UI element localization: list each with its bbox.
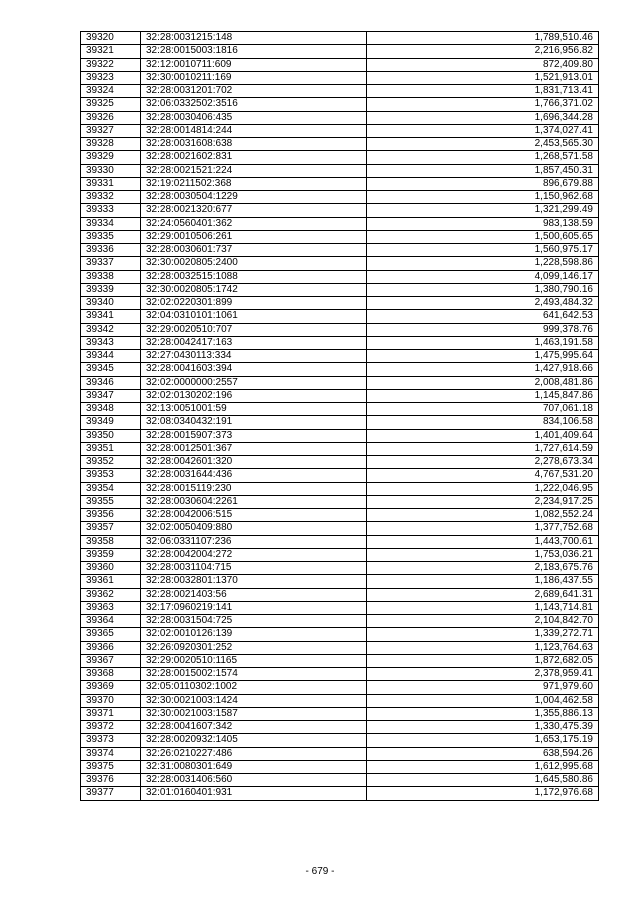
cadastral-number-cell: 32:04:0310101:1061 (141, 310, 367, 323)
value-cell: 1,727,614.59 (367, 442, 599, 455)
cadastral-number-cell: 32:24:0560401:362 (141, 217, 367, 230)
row-number-cell: 39362 (81, 588, 141, 601)
cadastral-number-cell: 32:05:0110302:1002 (141, 681, 367, 694)
row-number-cell: 39320 (81, 32, 141, 45)
value-cell: 1,612,995.68 (367, 760, 599, 773)
row-number-cell: 39364 (81, 615, 141, 628)
table-row (81, 760, 599, 773)
value-cell: 971,979.60 (367, 681, 599, 694)
row-number-cell: 39373 (81, 734, 141, 747)
table-row (81, 257, 599, 270)
row-number-cell: 39345 (81, 363, 141, 376)
value-cell: 1,321,299.49 (367, 204, 599, 217)
value-cell: 983,138.59 (367, 217, 599, 230)
cadastral-number-cell: 32:19:0211502:368 (141, 177, 367, 190)
value-cell: 1,653,175.19 (367, 734, 599, 747)
value-cell: 1,857,450.31 (367, 164, 599, 177)
table-row (81, 164, 599, 177)
value-cell: 2,493,484.32 (367, 297, 599, 310)
row-number-cell: 39344 (81, 350, 141, 363)
table-row (81, 177, 599, 190)
row-number-cell: 39354 (81, 482, 141, 495)
table-row (81, 389, 599, 402)
cadastral-number-cell: 32:30:0021003:1587 (141, 707, 367, 720)
cadastral-number-cell: 32:02:0050409:880 (141, 522, 367, 535)
value-cell: 2,689,641.31 (367, 588, 599, 601)
cadastral-number-cell: 32:28:0031608:638 (141, 138, 367, 151)
cadastral-number-cell: 32:02:0130202:196 (141, 389, 367, 402)
row-number-cell: 39365 (81, 628, 141, 641)
cadastral-number-cell: 32:28:0031644:436 (141, 469, 367, 482)
cadastral-number-cell: 32:30:0020805:1742 (141, 283, 367, 296)
row-number-cell: 39351 (81, 442, 141, 455)
table-row (81, 323, 599, 336)
value-cell: 872,409.80 (367, 58, 599, 71)
row-number-cell: 39339 (81, 283, 141, 296)
table-row (81, 416, 599, 429)
cadastral-number-cell: 32:30:0010211:169 (141, 71, 367, 84)
table-row (81, 204, 599, 217)
value-cell: 707,061.18 (367, 403, 599, 416)
table-row (81, 124, 599, 137)
cadastral-number-cell: 32:28:0030504:1229 (141, 191, 367, 204)
table-row (81, 469, 599, 482)
cadastral-number-cell: 32:01:0160401:931 (141, 787, 367, 800)
cadastral-number-cell: 32:30:0020805:2400 (141, 257, 367, 270)
table-row (81, 45, 599, 58)
table-row (81, 310, 599, 323)
value-cell: 1,560,975.17 (367, 244, 599, 257)
row-number-cell: 39340 (81, 297, 141, 310)
value-cell: 1,831,713.41 (367, 85, 599, 98)
row-number-cell: 39336 (81, 244, 141, 257)
row-number-cell: 39348 (81, 403, 141, 416)
table-row (81, 654, 599, 667)
value-cell: 834,106.58 (367, 416, 599, 429)
table-row (81, 363, 599, 376)
row-number-cell: 39325 (81, 98, 141, 111)
table-row (81, 71, 599, 84)
row-number-cell: 39346 (81, 376, 141, 389)
table-row (81, 548, 599, 561)
row-number-cell: 39334 (81, 217, 141, 230)
row-number-cell: 39331 (81, 177, 141, 190)
value-cell: 2,008,481.86 (367, 376, 599, 389)
value-cell: 2,183,675.76 (367, 562, 599, 575)
table-row (81, 787, 599, 800)
row-number-cell: 39367 (81, 654, 141, 667)
row-number-cell: 39353 (81, 469, 141, 482)
table-row (81, 32, 599, 45)
row-number-cell: 39350 (81, 429, 141, 442)
row-number-cell: 39349 (81, 416, 141, 429)
cadastral-number-cell: 32:08:0340432:191 (141, 416, 367, 429)
table-row (81, 535, 599, 548)
value-cell: 2,234,917.25 (367, 495, 599, 508)
value-cell: 896,679.88 (367, 177, 599, 190)
row-number-cell: 39321 (81, 45, 141, 58)
row-number-cell: 39355 (81, 495, 141, 508)
row-number-cell: 39324 (81, 85, 141, 98)
cadastral-number-cell: 32:28:0042006:515 (141, 509, 367, 522)
value-cell: 1,150,962.68 (367, 191, 599, 204)
value-cell: 1,186,437.55 (367, 575, 599, 588)
value-cell: 1,380,790.16 (367, 283, 599, 296)
page-number: - 679 - (305, 866, 335, 877)
row-number-cell: 39329 (81, 151, 141, 164)
value-cell: 1,374,027.41 (367, 124, 599, 137)
value-cell: 1,355,886.13 (367, 707, 599, 720)
cadastral-number-cell: 32:28:0021320:677 (141, 204, 367, 217)
row-number-cell: 39332 (81, 191, 141, 204)
value-cell: 2,216,956.82 (367, 45, 599, 58)
row-number-cell: 39323 (81, 71, 141, 84)
table-row (81, 217, 599, 230)
cadastral-number-cell: 32:26:0210227:486 (141, 747, 367, 760)
row-number-cell: 39368 (81, 668, 141, 681)
row-number-cell: 39343 (81, 336, 141, 349)
row-number-cell: 39357 (81, 522, 141, 535)
row-number-cell: 39342 (81, 323, 141, 336)
table-row (81, 747, 599, 760)
cadastral-number-cell: 32:28:0031201:702 (141, 85, 367, 98)
row-number-cell: 39360 (81, 562, 141, 575)
value-cell: 1,339,272.71 (367, 628, 599, 641)
cadastral-number-cell: 32:29:0010506:261 (141, 230, 367, 243)
value-cell: 4,099,146.17 (367, 270, 599, 283)
value-cell: 1,172,976.68 (367, 787, 599, 800)
cadastral-number-cell: 32:28:0021521:224 (141, 164, 367, 177)
table-row (81, 138, 599, 151)
table-row (81, 694, 599, 707)
cadastral-number-cell: 32:28:0031215:148 (141, 32, 367, 45)
value-cell: 1,500,605.65 (367, 230, 599, 243)
row-number-cell: 39356 (81, 509, 141, 522)
table-row (81, 707, 599, 720)
cadastral-number-cell: 32:30:0021003:1424 (141, 694, 367, 707)
row-number-cell: 39371 (81, 707, 141, 720)
table-row (81, 615, 599, 628)
cadastral-number-cell: 32:28:0021602:831 (141, 151, 367, 164)
row-number-cell: 39370 (81, 694, 141, 707)
value-cell: 1,082,552.24 (367, 509, 599, 522)
table-row (81, 601, 599, 614)
row-number-cell: 39327 (81, 124, 141, 137)
row-number-cell: 39374 (81, 747, 141, 760)
cadastral-number-cell: 32:28:0015119:230 (141, 482, 367, 495)
cadastral-value-table (80, 31, 599, 801)
cadastral-number-cell: 32:28:0031504:725 (141, 615, 367, 628)
cadastral-number-cell: 32:17:0960219:141 (141, 601, 367, 614)
value-cell: 638,594.26 (367, 747, 599, 760)
table-body (81, 32, 599, 801)
cadastral-number-cell: 32:28:0030406:435 (141, 111, 367, 124)
row-number-cell: 39372 (81, 721, 141, 734)
value-cell: 1,268,571.58 (367, 151, 599, 164)
value-cell: 1,401,409.64 (367, 429, 599, 442)
table-row (81, 774, 599, 787)
value-cell: 1,475,995.64 (367, 350, 599, 363)
cadastral-number-cell: 32:28:0012501:367 (141, 442, 367, 455)
cadastral-number-cell: 32:28:0015003:1816 (141, 45, 367, 58)
cadastral-number-cell: 32:28:0015002:1574 (141, 668, 367, 681)
table-row (81, 85, 599, 98)
value-cell: 999,378.76 (367, 323, 599, 336)
cadastral-number-cell: 32:28:0042601:320 (141, 456, 367, 469)
value-cell: 1,123,764.63 (367, 641, 599, 654)
table-row (81, 668, 599, 681)
cadastral-number-cell: 32:28:0031406:560 (141, 774, 367, 787)
cadastral-number-cell: 32:02:0220301:899 (141, 297, 367, 310)
table-row (81, 575, 599, 588)
table-row (81, 98, 599, 111)
cadastral-number-cell: 32:06:0331107:236 (141, 535, 367, 548)
table-row (81, 283, 599, 296)
cadastral-number-cell: 32:28:0030601:737 (141, 244, 367, 257)
cadastral-number-cell: 32:28:0032515:1088 (141, 270, 367, 283)
cadastral-number-cell: 32:28:0041607:342 (141, 721, 367, 734)
cadastral-number-cell: 32:31:0080301:649 (141, 760, 367, 773)
row-number-cell: 39337 (81, 257, 141, 270)
value-cell: 1,228,598.86 (367, 257, 599, 270)
table-row (81, 336, 599, 349)
table-row (81, 191, 599, 204)
value-cell: 1,463,191.58 (367, 336, 599, 349)
table-row (81, 641, 599, 654)
table-row (81, 522, 599, 535)
cadastral-number-cell: 32:28:0015907:373 (141, 429, 367, 442)
table-row (81, 721, 599, 734)
cadastral-number-cell: 32:28:0042417:163 (141, 336, 367, 349)
cadastral-number-cell: 32:28:0031104:715 (141, 562, 367, 575)
table-row (81, 734, 599, 747)
value-cell: 1,330,475.39 (367, 721, 599, 734)
table-row (81, 442, 599, 455)
cadastral-number-cell: 32:26:0920301:252 (141, 641, 367, 654)
row-number-cell: 39363 (81, 601, 141, 614)
cadastral-number-cell: 32:27:0430113:334 (141, 350, 367, 363)
row-number-cell: 39369 (81, 681, 141, 694)
table-row (81, 628, 599, 641)
cadastral-number-cell: 32:28:0042004:272 (141, 548, 367, 561)
value-cell: 1,521,913.01 (367, 71, 599, 84)
value-cell: 1,427,918.66 (367, 363, 599, 376)
row-number-cell: 39376 (81, 774, 141, 787)
row-number-cell: 39333 (81, 204, 141, 217)
value-cell: 2,453,565.30 (367, 138, 599, 151)
value-cell: 1,766,371.02 (367, 98, 599, 111)
cadastral-number-cell: 32:28:0032801:1370 (141, 575, 367, 588)
table-row (81, 151, 599, 164)
row-number-cell: 39322 (81, 58, 141, 71)
cadastral-number-cell: 32:02:0010126:139 (141, 628, 367, 641)
value-cell: 1,143,714.81 (367, 601, 599, 614)
table-row (81, 482, 599, 495)
cadastral-number-cell: 32:28:0041603:394 (141, 363, 367, 376)
row-number-cell: 39328 (81, 138, 141, 151)
row-number-cell: 39341 (81, 310, 141, 323)
table-row (81, 111, 599, 124)
table-row (81, 456, 599, 469)
table-row (81, 244, 599, 257)
cadastral-number-cell: 32:13:0051001:59 (141, 403, 367, 416)
value-cell: 1,377,752.68 (367, 522, 599, 535)
row-number-cell: 39330 (81, 164, 141, 177)
value-cell: 1,753,036.21 (367, 548, 599, 561)
cadastral-number-cell: 32:02:0000000:2557 (141, 376, 367, 389)
value-cell: 1,696,344.28 (367, 111, 599, 124)
cadastral-number-cell: 32:28:0030604:2261 (141, 495, 367, 508)
row-number-cell: 39358 (81, 535, 141, 548)
row-number-cell: 39375 (81, 760, 141, 773)
table-row (81, 58, 599, 71)
value-cell: 2,378,959.41 (367, 668, 599, 681)
table-row (81, 297, 599, 310)
table-row (81, 376, 599, 389)
table-row (81, 562, 599, 575)
table-row (81, 681, 599, 694)
value-cell: 2,104,842.70 (367, 615, 599, 628)
cadastral-number-cell: 32:29:0020510:1165 (141, 654, 367, 667)
value-cell: 1,789,510.46 (367, 32, 599, 45)
value-cell: 1,004,462.58 (367, 694, 599, 707)
cadastral-number-cell: 32:28:0021403:56 (141, 588, 367, 601)
value-cell: 2,278,673.34 (367, 456, 599, 469)
row-number-cell: 39335 (81, 230, 141, 243)
row-number-cell: 39352 (81, 456, 141, 469)
row-number-cell: 39361 (81, 575, 141, 588)
row-number-cell: 39366 (81, 641, 141, 654)
value-cell: 1,443,700.61 (367, 535, 599, 548)
value-cell: 1,145,847.86 (367, 389, 599, 402)
table-row (81, 350, 599, 363)
row-number-cell: 39347 (81, 389, 141, 402)
row-number-cell: 39359 (81, 548, 141, 561)
cadastral-number-cell: 32:06:0332502:3516 (141, 98, 367, 111)
table-row (81, 403, 599, 416)
value-cell: 4,767,531.20 (367, 469, 599, 482)
table-row (81, 230, 599, 243)
row-number-cell: 39377 (81, 787, 141, 800)
table-row (81, 270, 599, 283)
table-row (81, 588, 599, 601)
cadastral-number-cell: 32:12:0010711:609 (141, 58, 367, 71)
value-cell: 1,222,046.95 (367, 482, 599, 495)
cadastral-number-cell: 32:28:0014814:244 (141, 124, 367, 137)
row-number-cell: 39338 (81, 270, 141, 283)
table-row (81, 429, 599, 442)
value-cell: 1,872,682.05 (367, 654, 599, 667)
cadastral-number-cell: 32:29:0020510:707 (141, 323, 367, 336)
value-cell: 641,642.53 (367, 310, 599, 323)
cadastral-number-cell: 32:28:0020932:1405 (141, 734, 367, 747)
row-number-cell: 39326 (81, 111, 141, 124)
table-row (81, 509, 599, 522)
value-cell: 1,645,580.86 (367, 774, 599, 787)
table-row (81, 495, 599, 508)
